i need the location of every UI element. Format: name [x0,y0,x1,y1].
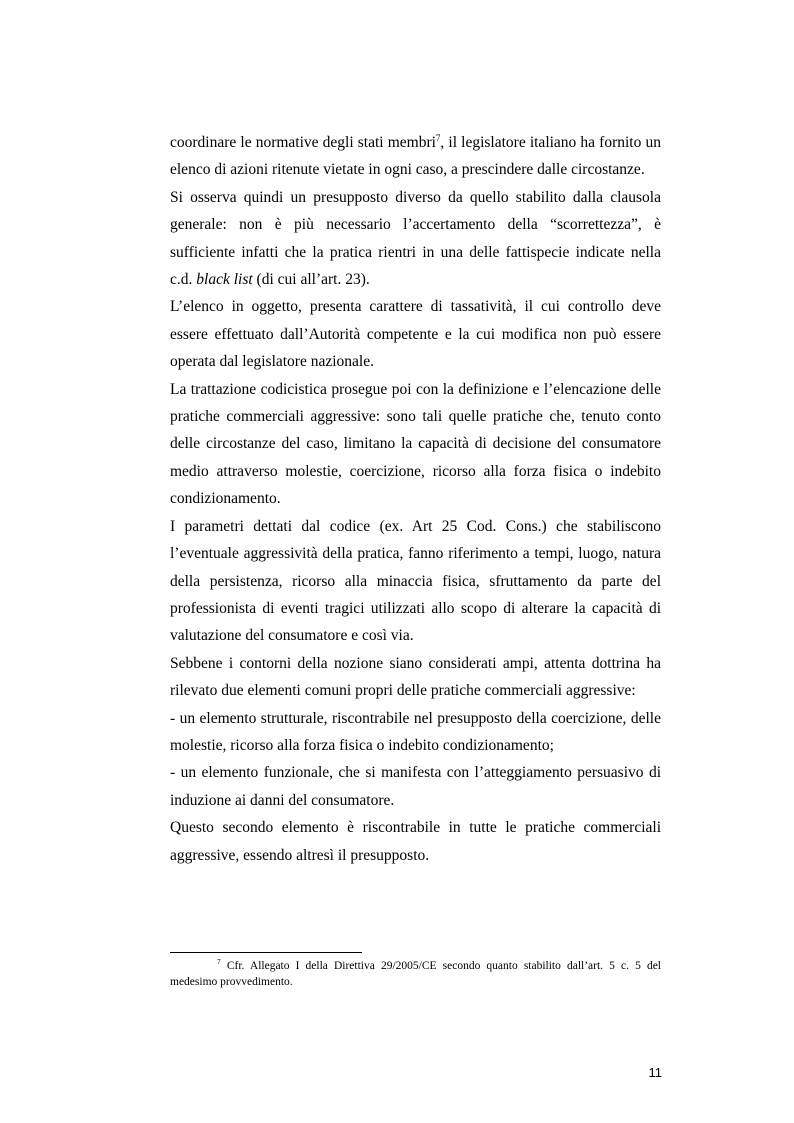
paragraph-5: I parametri dettati dal codice (ex. Art 25 Cod. Cons.) che stabiliscono l’eventuale aggressività della pratica, fanno riferimento a tempi, luogo, natura della persistenza, ricorso alla minaccia fisica, sfruttamento da parte del professionista di eventi tragici utilizzati allo scopo di alterare la capacità di valutazione del consumatore e così via. [170,517,661,645]
paragraph-9: Questo secondo elemento è riscontrabile in tutte le pratiche commerciali aggressive, essendo altresì il presupposto. [170,819,661,864]
paragraph-8-list-item: - un elemento funzionale, che si manifesta con l’atteggiamento persuasivo di induzione ai danni del consumatore. [170,764,661,809]
paragraph-7-list-item: - un elemento strutturale, riscontrabile nel presupposto della coercizione, delle molestie, ricorso alla forza fisica o indebito condizionamento; [170,709,661,754]
footnote-number: 7 [217,957,221,967]
footnote-separator [170,952,362,953]
footnote-text: Cfr. Allegato I della Direttiva 29/2005/CE secondo quanto stabilito dall’art. 5 c. 5 del medesimo provvedimento. [170,960,661,988]
paragraph-4: La trattazione codicistica prosegue poi con la definizione e l’elencazione delle pratiche commerciali aggressive: sono tali quelle pratiche che, tenuto conto delle circostanze del caso, limitano la capacità di decisione del consumatore medio attraverso molestie, coercizione, ricorso alla forza fisica o indebito condizionamento. [170,380,661,508]
black-list-term: black list [196,271,253,289]
paragraph-2: Si osserva quindi un presupposto diverso da quello stabilito dalla clausola generale: non è più necessario l’accertamento della “scorrettezza”, è sufficiente infatti che la pratica rientri in una delle fattispecie indicate nella c.d. black list (di cui all’art. 23). [170,188,661,289]
page-number: 11 [648,1065,662,1080]
footnote-7 [170,958,661,990]
paragraph-6: Sebbene i contorni della nozione siano considerati ampi, attenta dottrina ha rilevato due elementi comuni propri delle pratiche commerciali aggressive: [170,654,661,700]
body-text [170,129,661,869]
footnote-ref-7[interactable]: 7 [435,132,441,143]
paragraph-3: L’elenco in oggetto, presenta carattere di tassatività, il cui controllo deve essere effettuato dall’Autorità competente e la cui modifica non può essere operata dal legislatore nazionale. [170,298,661,371]
paragraph-1: coordinare le normative degli stati membri$^7$, il legislatore italiano ha fornito un elenco di azioni ritenute vietate in ogni caso, a prescindere dalle circostanze. [170,132,661,179]
